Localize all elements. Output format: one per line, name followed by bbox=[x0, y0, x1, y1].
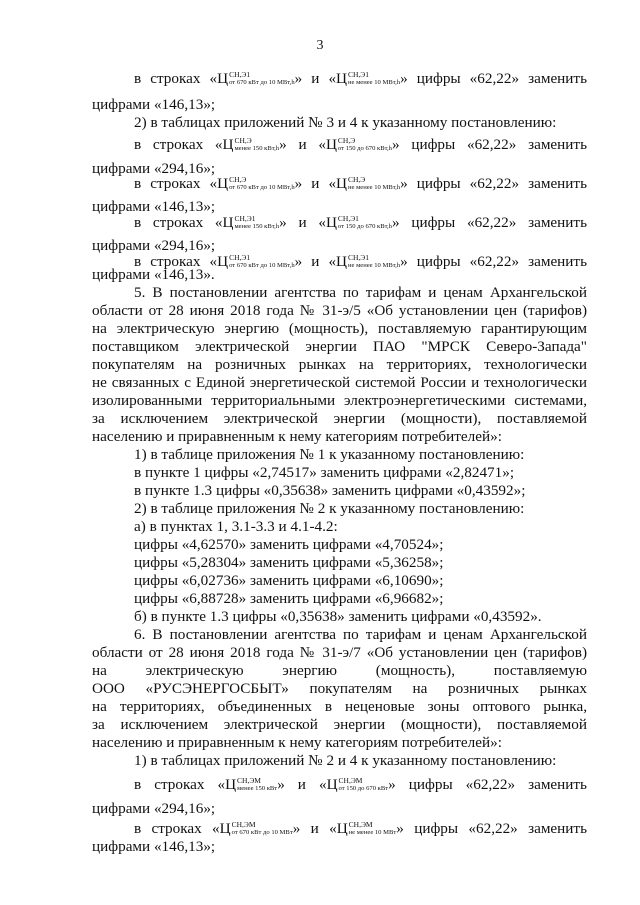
text-line: а) в пунктах 1, 3.1-3.3 и 4.1-4.2: bbox=[134, 518, 338, 535]
text-line: в строках « Ц СН,Э от 670 кВт до 10 МВт,h » и « Ц СН,Э не менее 10 МВт,h » цифры «62,22» заменить bbox=[134, 174, 587, 192]
text-line: 1) в таблице приложения № 1 к указанному постановлению: bbox=[134, 446, 525, 463]
text-line: в строках « Ц СН,ЭМ менее 150 кВт » и « Ц СН,ЭМ от 150 до 670 кВт » цифры «62,22» заменить bbox=[134, 775, 587, 793]
text-line: цифры «6,88728» заменить цифрами «6,96682»; bbox=[134, 590, 444, 607]
text-line: за исключением электрической энергии (мощности), поставляемой bbox=[92, 716, 587, 733]
price-symbol: Ц СН,ЭМ менее 150 кВт bbox=[225, 775, 278, 793]
text-line: в строках « Ц СН,Э1 менее 150 кВт,h » и « Ц СН,Э1 от 150 до 670 кВт,h » цифры «62,22» заменить bbox=[134, 213, 587, 231]
text-line: области от 28 июня 2018 года № 31-э/5 «Об установлении цен (тарифов) bbox=[92, 302, 587, 319]
text-line: области от 28 июня 2018 года № 31-э/7 «Об установлении цен (тарифов) bbox=[92, 644, 587, 661]
text-line: в строках « Ц СН,Э1 от 670 кВт до 10 МВт,h » и « Ц СН,Э1 не менее 10 МВт,h » цифры «62,22» заменить bbox=[134, 69, 587, 87]
text-line: на электрическую энергию (мощность), поставляемую bbox=[92, 662, 587, 679]
text-line: цифры «5,28304» заменить цифрами «5,36258»; bbox=[134, 554, 444, 571]
text-line: на электрическую энергию (мощность), поставляемую гарантирующим bbox=[92, 320, 587, 337]
price-symbol: Ц СН,Э от 670 кВт до 10 МВт,h bbox=[217, 174, 295, 192]
price-symbol: Ц СН,Э1 менее 150 кВт,h bbox=[222, 213, 280, 231]
text-line: 1) в таблицах приложений № 2 и 4 к указанному постановлению: bbox=[134, 752, 557, 769]
price-symbol: Ц СН,Э1 не менее 10 МВт,h bbox=[336, 69, 401, 87]
text-line: 5. В постановлении агентства по тарифам и ценам Архангельской bbox=[134, 284, 587, 301]
price-symbol: Ц СН,ЭМ от 150 до 670 кВт bbox=[326, 775, 389, 793]
page-number: 3 bbox=[316, 38, 324, 53]
text-line: в пункте 1.3 цифры «0,35638» заменить цифрами «0,43592»; bbox=[134, 482, 526, 499]
text-line: изолированными территориальными электроэнергетическими системами, bbox=[92, 392, 587, 409]
text-line: цифры «4,62570» заменить цифрами «4,70524»; bbox=[134, 536, 444, 553]
price-symbol: Ц СН,ЭМ не менее 10 МВт bbox=[336, 819, 397, 837]
text-line: поставщиком электрической энергии ПАО "МРСК Северо-Запада" bbox=[92, 338, 587, 355]
text-line: цифрами «146,13»; bbox=[92, 838, 216, 855]
text-line: цифрами «146,13»; bbox=[92, 96, 216, 113]
text-line: не связанных с Единой энергетической системой России и технологически bbox=[92, 374, 587, 391]
text-line: цифрами «294,16»; bbox=[92, 160, 216, 177]
price-symbol: Ц СН,Э1 от 150 до 670 кВт,h bbox=[325, 213, 392, 231]
price-symbol: Ц СН,Э от 150 до 670 кВт,h bbox=[325, 135, 392, 153]
price-symbol: Ц СН,Э менее 150 кВт,h bbox=[222, 135, 280, 153]
price-symbol: Ц СН,ЭМ от 670 кВт до 10 МВт bbox=[219, 819, 293, 837]
price-symbol: Ц СН,Э не менее 10 МВт,h bbox=[336, 174, 401, 192]
text-line: в строках « Ц СН,Э менее 150 кВт,h » и « Ц СН,Э от 150 до 670 кВт,h » цифры «62,22» заменить bbox=[134, 135, 587, 153]
text-line: ООО «РУСЭНЕРГОСБЫТ» покупателям на розничных рынках bbox=[92, 680, 587, 697]
price-symbol: Ц СН,Э1 не менее 10 МВт,h bbox=[336, 252, 401, 270]
text-line: населению и приравненным к нему категориям потребителей»: bbox=[92, 734, 502, 751]
price-symbol: Ц СН,Э1 от 670 кВт до 10 МВт,h bbox=[217, 252, 295, 270]
text-line: б) в пункте 1.3 цифры «0,35638» заменить цифрами «0,43592». bbox=[134, 608, 542, 625]
text-line: 6. В постановлении агентства по тарифам и ценам Архангельской bbox=[134, 626, 587, 643]
text-line: цифрами «294,16»; bbox=[92, 800, 216, 817]
text-line: цифры «6,02736» заменить цифрами «6,10690»; bbox=[134, 572, 444, 589]
text-line: цифрами «294,16»; bbox=[92, 237, 216, 254]
text-line: покупателям на розничных рынках на территориях, технологически bbox=[92, 356, 587, 373]
text-line: в строках « Ц СН,Э1 от 670 кВт до 10 МВт,h » и « Ц СН,Э1 не менее 10 МВт,h » цифры «62,22» заменить bbox=[134, 252, 587, 270]
text-line: населению и приравненным к нему категориям потребителей»: bbox=[92, 428, 502, 445]
text-line: в пункте 1 цифры «2,74517» заменить цифрами «2,82471»; bbox=[134, 464, 515, 481]
text-line: 2) в таблицах приложений № 3 и 4 к указанному постановлению: bbox=[134, 114, 557, 131]
text-line: цифрами «146,13»; bbox=[92, 198, 216, 215]
text-line: цифрами «146,13». bbox=[92, 266, 215, 283]
text-line: в строках « Ц СН,ЭМ от 670 кВт до 10 МВт » и « Ц СН,ЭМ не менее 10 МВт » цифры «62,22» заменить bbox=[134, 819, 587, 837]
price-symbol: Ц СН,Э1 от 670 кВт до 10 МВт,h bbox=[217, 69, 295, 87]
text-line: 2) в таблице приложения № 2 к указанному постановлению: bbox=[134, 500, 525, 517]
text-line: за исключением электрической энергии (мощности), поставляемой bbox=[92, 410, 587, 427]
text-line: на территориях, объединенных в неценовые зоны оптового рынка, bbox=[92, 698, 587, 715]
